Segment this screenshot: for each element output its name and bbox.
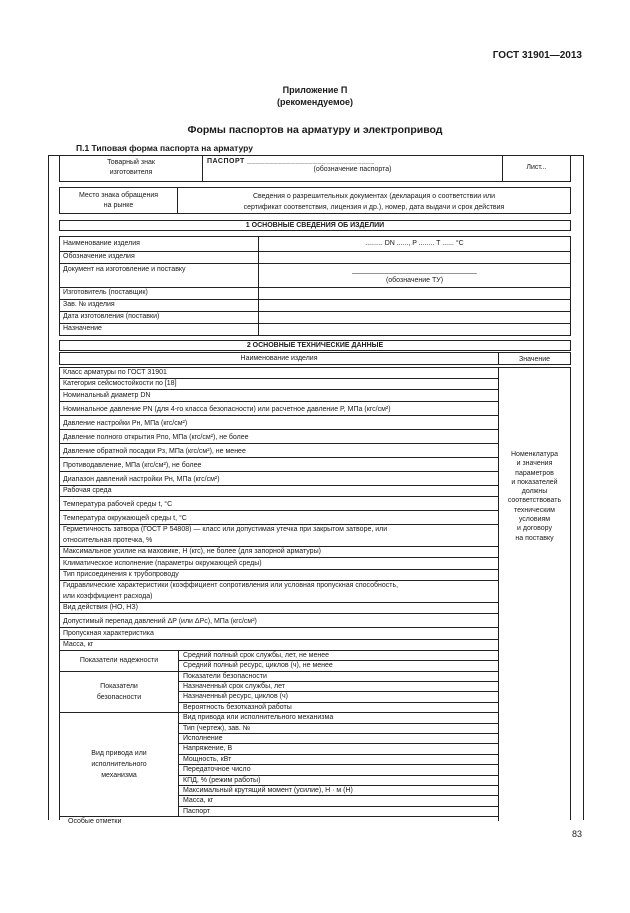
param-label: Диапазон давлений настройки Pн, МПа (кгс/см²) bbox=[63, 475, 220, 483]
param-row bbox=[60, 536, 498, 547]
drive-label-line: механизма bbox=[101, 772, 137, 780]
value-note-line: и значения bbox=[516, 460, 553, 468]
row-label: Зав. № изделия bbox=[63, 301, 115, 308]
reliability-item: Средний полный срок службы, лет, не менее bbox=[179, 651, 498, 661]
trademark-line1: Товарный знак bbox=[107, 159, 155, 166]
param-label: Категория сейсмостойкости по [18] bbox=[63, 380, 177, 388]
section2-heading: 2 ОСНОВНЫЕ ТЕХНИЧЕСКИЕ ДАННЫЕ bbox=[59, 340, 571, 351]
row-value: ......... DN ......, P ........ T ...... °C bbox=[365, 240, 464, 247]
reliability-label-line: Показатели надежности bbox=[79, 657, 159, 665]
drive-item: Мощность, кВт bbox=[179, 755, 498, 765]
param-label: Противодавление, МПа (кгс/см²), не более bbox=[63, 461, 202, 469]
param-label: Давление обратной посадки Pз, МПа (кгс/см²), не менее bbox=[63, 447, 246, 455]
param-row bbox=[60, 444, 498, 458]
sheet-box bbox=[502, 155, 571, 182]
standard-number: ГОСТ 31901—2013 bbox=[492, 50, 582, 61]
permits-line2: сертификат соответствия, лицензия и др.), номер, дата выдачи и срок действия bbox=[243, 204, 505, 211]
passport-label: ПАСПОРТ _____________________________ bbox=[207, 158, 375, 165]
safety-item: Вероятность безотказной работы bbox=[179, 703, 498, 713]
section1-heading: 1 ОСНОВНЫЕ СВЕДЕНИЯ ОБ ИЗДЕЛИИ bbox=[59, 220, 571, 231]
section1-table bbox=[59, 236, 571, 336]
drive-label-line: Вид привода или bbox=[91, 750, 147, 758]
appendix-heading bbox=[0, 84, 630, 108]
page-title: Формы паспортов на арматуру и электропривод bbox=[187, 124, 443, 136]
value-note-line: должны bbox=[521, 488, 548, 496]
param-label: Номинальный диаметр DN bbox=[63, 391, 151, 399]
param-label: Допустимый перепад давлений ΔP (или ΔPс), МПа (кгс/см²) bbox=[63, 618, 257, 626]
drive-group-label bbox=[60, 713, 179, 817]
param-row bbox=[60, 603, 498, 614]
reliability-group-label bbox=[60, 651, 179, 672]
drive-item: Передаточное число bbox=[179, 765, 498, 775]
safety-group-label bbox=[60, 672, 179, 714]
passport-box bbox=[202, 155, 503, 182]
circulation-mark-box bbox=[59, 187, 178, 214]
param-label: Давление настройки Pн, МПа (кгс/см²) bbox=[63, 419, 188, 427]
safety-label-line: безопасности bbox=[96, 693, 142, 701]
param-row bbox=[60, 558, 498, 569]
value-note bbox=[499, 450, 570, 543]
special-notes-label: Особые отметки bbox=[68, 818, 122, 826]
section2-column-headers bbox=[59, 352, 571, 365]
drive-item: Максимальный крутящий момент (усилие), Н · м (Н) bbox=[179, 786, 498, 796]
row-label: Назначение bbox=[63, 325, 102, 332]
row-label: Документ на изготовление и поставку bbox=[63, 266, 186, 273]
param-label: Давление полного открытия Pпо, МПа (кгс/см²), не более bbox=[63, 433, 249, 441]
circulation-line2: на рынке bbox=[103, 202, 134, 209]
drive-item: Паспорт bbox=[179, 807, 498, 817]
param-row bbox=[60, 486, 498, 497]
param-label: Пропускная характеристика bbox=[63, 629, 154, 637]
value-note-line: соответствовать bbox=[507, 497, 562, 505]
section2-table bbox=[59, 367, 571, 826]
drive-item: Масса, кг bbox=[179, 796, 498, 806]
row-label: Обозначение изделия bbox=[63, 253, 135, 260]
row-label: Дата изготовления (поставки) bbox=[63, 313, 160, 320]
param-row bbox=[60, 458, 498, 472]
param-row bbox=[60, 628, 498, 639]
drive-item: КПД, % (режим работы) bbox=[179, 776, 498, 786]
value-note-line: условиям bbox=[518, 516, 551, 524]
param-label: относительная протечка, % bbox=[63, 537, 153, 545]
value-note-line: на поставку bbox=[515, 534, 554, 542]
param-label: Герметичность затвора (ГОСТ Р 54808) — класс или допустимая утечка при закрытом затворе, или bbox=[63, 525, 388, 533]
drive-item: Вид привода или исполнительного механизма bbox=[179, 713, 498, 723]
value-note-line: и показателей bbox=[511, 478, 558, 486]
value-note-line: Номенклатура bbox=[511, 451, 558, 458]
drive-label-line: исполнительного bbox=[91, 761, 147, 769]
param-row bbox=[60, 497, 498, 511]
value-note-line: параметров bbox=[515, 469, 554, 477]
permits-box bbox=[177, 187, 571, 214]
param-label: Тип присоединения к трубопроводу bbox=[63, 570, 179, 578]
param-label: Максимальное усилие на маховике, Н (кгс), не более (для запорной арматуры) bbox=[63, 548, 321, 556]
trademark-box bbox=[59, 155, 203, 182]
param-label: Масса, кг bbox=[63, 640, 94, 648]
sheet-label: Лист... bbox=[526, 164, 547, 171]
param-row bbox=[60, 430, 498, 444]
param-row bbox=[60, 640, 498, 651]
safety-item: Назначенный ресурс, циклов (ч) bbox=[179, 692, 498, 702]
param-label: Класс арматуры по ГОСТ 31901 bbox=[63, 369, 167, 377]
tu-caption: (обозначение ТУ) bbox=[385, 277, 444, 284]
param-row bbox=[60, 581, 498, 592]
circulation-line1: Место знака обращения bbox=[78, 192, 159, 199]
param-label: Номинальное давление PN (для 4-го класса безопасности) или расчетное давление P, МПа (кгс/см²) bbox=[63, 405, 391, 413]
param-row bbox=[60, 570, 498, 581]
param-label: Климатическое исполнение (параметры окружающей среды) bbox=[63, 559, 262, 567]
param-row bbox=[60, 511, 498, 525]
drive-item: Напряжение, В bbox=[179, 744, 498, 754]
param-label: Рабочая среда bbox=[63, 486, 112, 494]
drive-item: Исполнение bbox=[179, 734, 498, 744]
param-label: Температура окружающей среды t, °C bbox=[63, 514, 187, 522]
row-label: Наименование изделия bbox=[63, 240, 140, 247]
appendix-title: Приложение П bbox=[282, 85, 348, 95]
col-name-header: Наименование изделия bbox=[240, 355, 318, 362]
col-value-header: Значение bbox=[518, 356, 551, 363]
permits-line1: Сведения о разрешительных документах (декларация о соответствии или bbox=[252, 193, 496, 200]
param-row bbox=[60, 368, 498, 379]
param-row bbox=[60, 525, 498, 536]
safety-item: Показатели безопасности bbox=[179, 672, 498, 682]
passport-caption: (обозначение паспорта) bbox=[313, 166, 392, 173]
appendix-status: (рекомендуемое) bbox=[277, 97, 353, 107]
param-row bbox=[60, 472, 498, 486]
row-value: ________________________________ bbox=[352, 267, 477, 274]
page-number: 83 bbox=[571, 829, 582, 839]
param-row bbox=[60, 614, 498, 628]
safety-label-line: Показатели bbox=[100, 682, 138, 690]
value-note-line: и договору bbox=[517, 525, 552, 533]
param-row bbox=[60, 592, 498, 603]
param-row bbox=[60, 402, 498, 416]
param-label: или коэффициент расхода) bbox=[63, 593, 153, 601]
param-row bbox=[60, 379, 498, 390]
safety-item: Назначенный срок службы, лет bbox=[179, 682, 498, 692]
param-label: Температура рабочей среды t, °C bbox=[63, 500, 173, 508]
row-label: Изготовитель (поставщик) bbox=[63, 289, 148, 296]
drive-item: Тип (чертеж), зав. № bbox=[179, 724, 498, 734]
form-subtitle: П.1 Типовая форма паспорта на арматуру bbox=[76, 143, 253, 153]
trademark-line2: изготовителя bbox=[109, 169, 153, 176]
reliability-item: Средний полный ресурс, циклов (ч), не менее bbox=[179, 661, 498, 671]
param-label: Гидравлические характеристики (коэффициент сопротивления или условная пропускная способность, bbox=[63, 581, 399, 589]
param-row bbox=[60, 547, 498, 558]
value-note-line: техническим bbox=[514, 506, 555, 514]
param-row bbox=[60, 390, 498, 401]
param-row bbox=[60, 416, 498, 430]
param-label: Вид действия (НО, НЗ) bbox=[63, 604, 138, 612]
